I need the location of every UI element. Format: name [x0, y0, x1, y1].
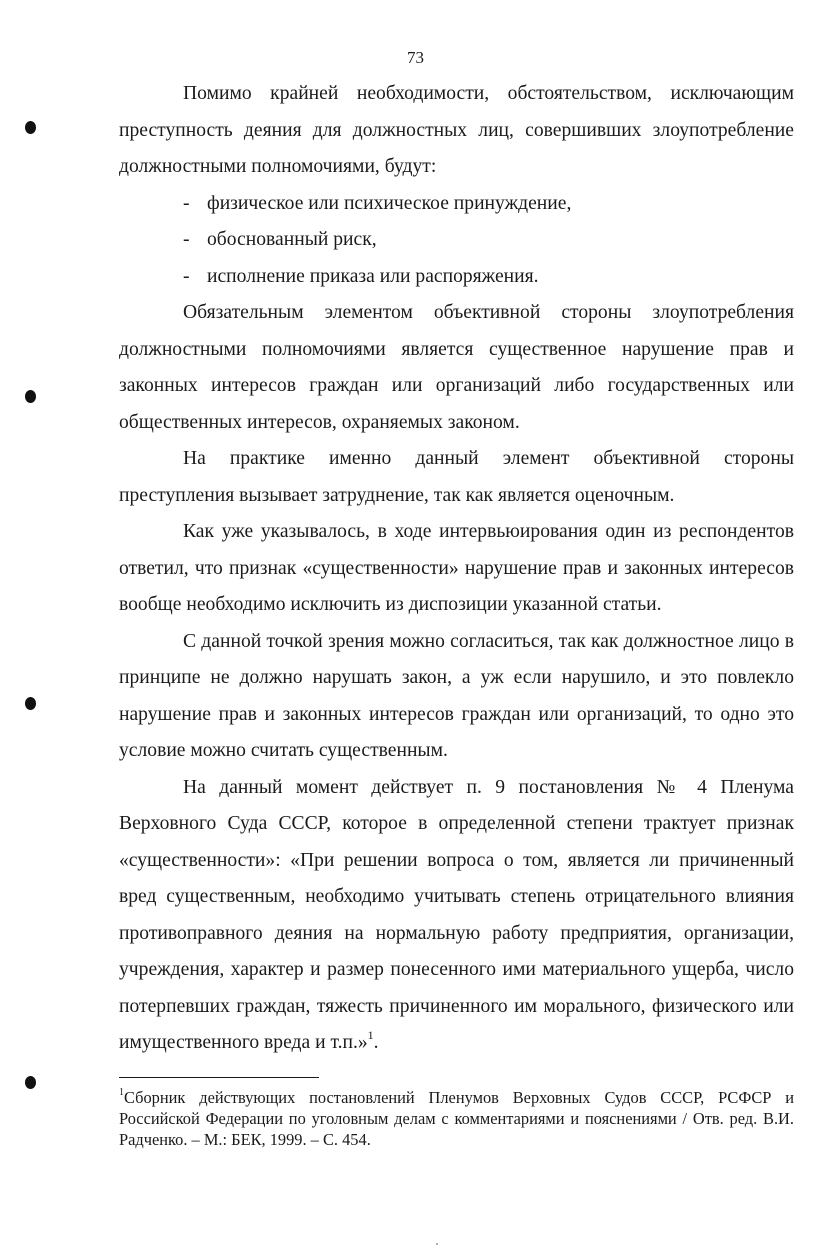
- paragraph-6-end: .: [373, 1032, 379, 1053]
- list-marker: -: [183, 265, 190, 287]
- circumstances-list: [119, 186, 794, 296]
- paragraph-6-text: На данный момент действует п. 9 постановления № 4 Пленума Верховного Суда СССР, которое в определенной степени трактует признак «существенности»: «При решении вопроса о том, является ли причиненный вред существенным, необходимо учитывать степень отрицательного влияния противоправного деяния на нормальную работу предприятия, организации, учреждения, характер и размер понесенного ими материального ущерба, число потерпевших граждан, тяжесть причиненного им морального, физического или имущественного вреда и т.п.»: [119, 776, 794, 1053]
- list-item-text: обоснованный риск,: [207, 229, 377, 250]
- list-marker: -: [183, 192, 190, 214]
- paragraph-2: Обязательным элементом объективной стороны злоупотребления должностными полномочиями является существенное нарушение прав и законных интересов граждан или организаций либо государственных или общественных интересов, охраняемых законом.: [119, 302, 794, 433]
- binder-hole-mark: [25, 1076, 36, 1089]
- binder-hole-mark: [25, 390, 36, 403]
- scan-speck: [436, 1243, 438, 1245]
- footnote-divider: [119, 1077, 319, 1078]
- paragraph-5: С данной точкой зрения можно согласиться, так как должностное лицо в принципе не должно нарушать закон, а уж если нарушило, и это повлекло нарушение прав и законных интересов граждан или организаций, то одно это условие можно считать существенным.: [119, 630, 794, 761]
- main-text: [119, 76, 794, 1062]
- binder-hole-mark: [25, 121, 36, 134]
- list-item-text: физическое или психическое принуждение,: [207, 192, 572, 214]
- page-number: 73: [407, 48, 424, 67]
- list-marker: -: [183, 229, 190, 250]
- list-item: [119, 186, 794, 223]
- list-item: [119, 259, 794, 296]
- paragraph-4: Как уже указывалось, в ходе интервьюирования один из респондентов ответил, что признак «существенности» нарушение прав и законных интересов вообще необходимо исключить из диспозиции указанной статьи.: [119, 521, 794, 615]
- paragraph-1: Помимо крайней необходимости, обстоятельством, исключающим преступность деяния для должностных лиц, совершивших злоупотребление должностными полномочиями, будут:: [119, 83, 794, 177]
- footnote-reference[interactable]: 1: [367, 1028, 374, 1043]
- list-item-text: исполнение приказа или распоряжения.: [207, 265, 539, 287]
- paragraph-6: [119, 770, 794, 1062]
- list-item: [119, 222, 794, 259]
- paragraph-3: На практике именно данный элемент объективной стороны преступления вызывает затруднение, так как является оценочным.: [119, 448, 794, 506]
- footnote: [119, 1087, 794, 1150]
- binder-hole-mark: [25, 697, 36, 710]
- footnote-text: Сборник действующих постановлений Пленумов Верховных Судов СССР, РСФСР и Российской Федерации по уголовным делам с комментариями и пояснениями / Отв. ред. В.И. Радченко. – М.: БЕК, 1999. – С. 454.: [119, 1088, 794, 1149]
- footnote-marker: 1: [119, 1086, 124, 1098]
